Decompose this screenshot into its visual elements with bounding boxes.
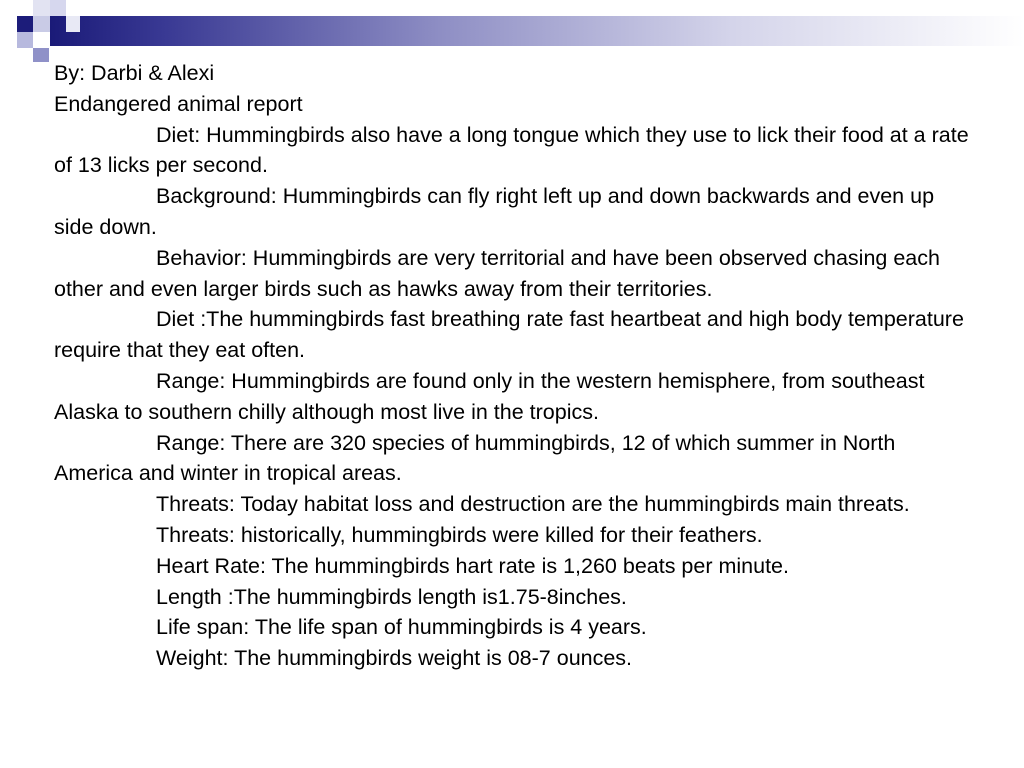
- paragraph-length: Length :The hummingbirds length is1.75-8inches.: [156, 584, 627, 609]
- paragraph-weight: Weight: The hummingbirds weight is 08-7 ounces.: [156, 646, 633, 671]
- report-body: [54, 58, 974, 674]
- paragraph-background: Background: Hummingbirds can fly right left up and down backwards and even up side down.: [54, 184, 935, 239]
- paragraph-diet-tongue: Diet: Hummingbirds also have a long tongue which they use to lick their food at a rate of 13 licks per second.: [54, 122, 969, 178]
- paragraph-behavior: Behavior: Hummingbirds are very territorial and have been observed chasing each other and even larger birds such as hawks away from their territories.: [54, 245, 940, 301]
- report-title: Endangered animal report: [54, 91, 303, 116]
- paragraph-range-hemisphere: Range: Hummingbirds are found only in the western hemisphere, from southeast Alaska to southern chilly although most live in the tropics.: [54, 368, 925, 424]
- paragraph-life-span: Life span: The life span of hummingbirds is 4 years.: [156, 615, 647, 640]
- paragraph-diet-metabolism: Diet :The hummingbirds fast breathing rate fast heartbeat and high body temperature require that they eat often.: [54, 307, 964, 363]
- header-gradient-bar: [50, 16, 1024, 46]
- decorative-square: [33, 16, 50, 32]
- decorative-square: [33, 48, 49, 62]
- paragraph-threats-habitat: Threats: Today habitat loss and destruction are the hummingbirds main threats.: [156, 492, 910, 517]
- decorative-square: [66, 16, 80, 32]
- decorative-square: [17, 16, 33, 32]
- decorative-square: [33, 0, 50, 16]
- paragraph-heart-rate: Heart Rate: The hummingbirds hart rate is 1,260 beats per minute.: [156, 553, 789, 578]
- decorative-square: [17, 32, 33, 48]
- paragraph-threats-feathers: Threats: historically, hummingbirds were killed for their feathers.: [156, 522, 763, 547]
- decorative-square: [50, 0, 66, 16]
- byline: By: Darbi & Alexi: [54, 61, 215, 85]
- paragraph-range-species: Range: There are 320 species of hummingbirds, 12 of which summer in North America and winter in tropical areas.: [54, 430, 896, 486]
